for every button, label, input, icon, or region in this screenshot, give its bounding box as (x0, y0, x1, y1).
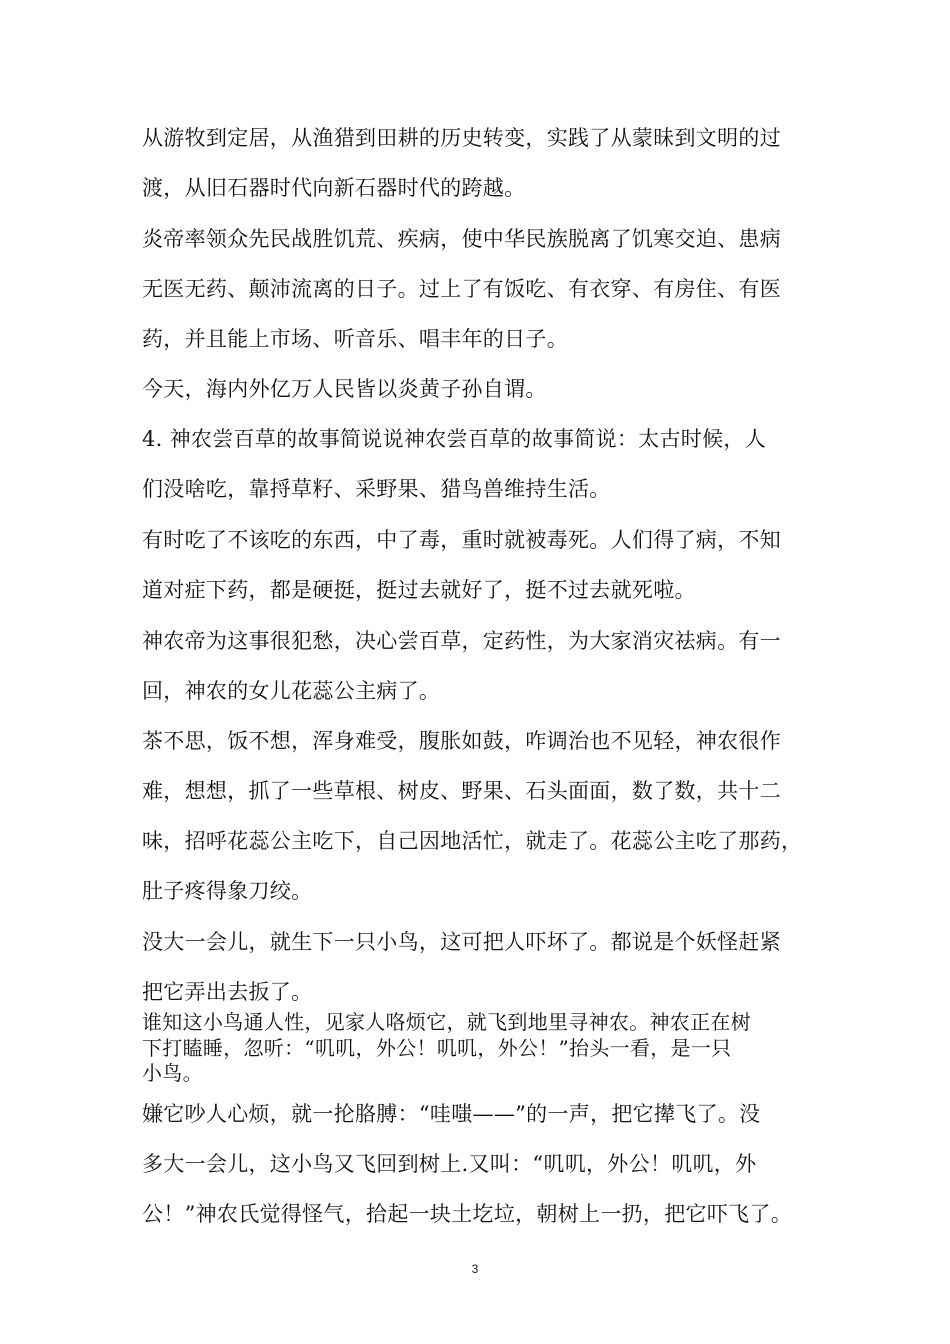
text-line: 从游牧到定居，从渔猎到田耕的历史转变，实践了从蒙昧到文明的过 (142, 126, 781, 150)
text-line: 们没啥吃，靠捋草籽、采野果、猎鸟兽维持生活。 (142, 477, 611, 501)
text-line: 无医无药、颠沛流离的日子。过上了有饭吃、有衣穿、有房住、有医 (142, 277, 781, 301)
text-line: 药，并且能上市场、听音乐、唱丰年的日子。 (142, 327, 568, 351)
text-line: 多大一会儿，这小鸟又飞回到树上.又叫：“叽叽，外公！叽叽，外 (142, 1152, 757, 1176)
text-line: 炎帝率领众先民战胜饥荒、疾病，使中华民族脱离了饥寒交迫、患病 (142, 227, 781, 251)
text-line: 公！”神农氏觉得怪气，拾起一块土圪垃，朝树上一扔，把它吓飞了。 (142, 1202, 793, 1226)
text-line: 今天，海内外亿万人民皆以炎黄子孙自谓。 (142, 377, 547, 401)
text-line: 谁知这小鸟通人性，见家人咯烦它，就飞到地里寻神农。神农正在树 (142, 1010, 751, 1034)
text-line: 神农帝为这事很犯愁，决心尝百草，定药性，为大家消灾祛病。有一 (142, 629, 781, 653)
text-line: 渡，从旧石器时代向新石器时代的跨越。 (142, 176, 526, 200)
text-line: 味，招呼花蕊公主吃下，自己因地活忙，就走了。花蕊公主吃了那药， (142, 829, 803, 853)
text-line: 没大一会儿，就生下一只小鸟，这可把人吓坏了。都说是个妖怪赶紧 (142, 930, 781, 954)
text-line: 难，想想，抓了一些草根、树皮、野果、石头面面，数了数，共十二 (142, 779, 781, 803)
text-line: 道对症下药，都是硬挺，挺过去就好了，挺不过去就死啦。 (142, 578, 696, 602)
text-line: 肚子疼得象刀绞。 (142, 879, 313, 903)
text-line: 茶不思，饭不想，浑身难受，腹胀如鼓，咋调治也不见轻，神农很作 (142, 729, 781, 753)
text-line: 小鸟。 (142, 1061, 203, 1085)
text-line: 有时吃了不该吃的东西，中了毒，重时就被毒死。人们得了病，不知 (142, 528, 781, 552)
text-line: 把它弄出去扳了。 (142, 980, 313, 1004)
text-line: 回，神农的女儿花蕊公主病了。 (142, 679, 441, 703)
text-line: 嫌它吵人心烦，就一抡胳膊：“哇嗤——”的一声，把它撵飞了。没 (142, 1102, 761, 1126)
page-number: 3 (471, 1262, 479, 1276)
text-line: 下打瞌睡，忽听：“叽叽，外公！叽叽，外公！”抬头一看，是一只 (142, 1036, 732, 1060)
text-line: 4. 神农尝百草的故事简说说神农尝百草的故事简说：太古时候，人 (142, 427, 767, 451)
